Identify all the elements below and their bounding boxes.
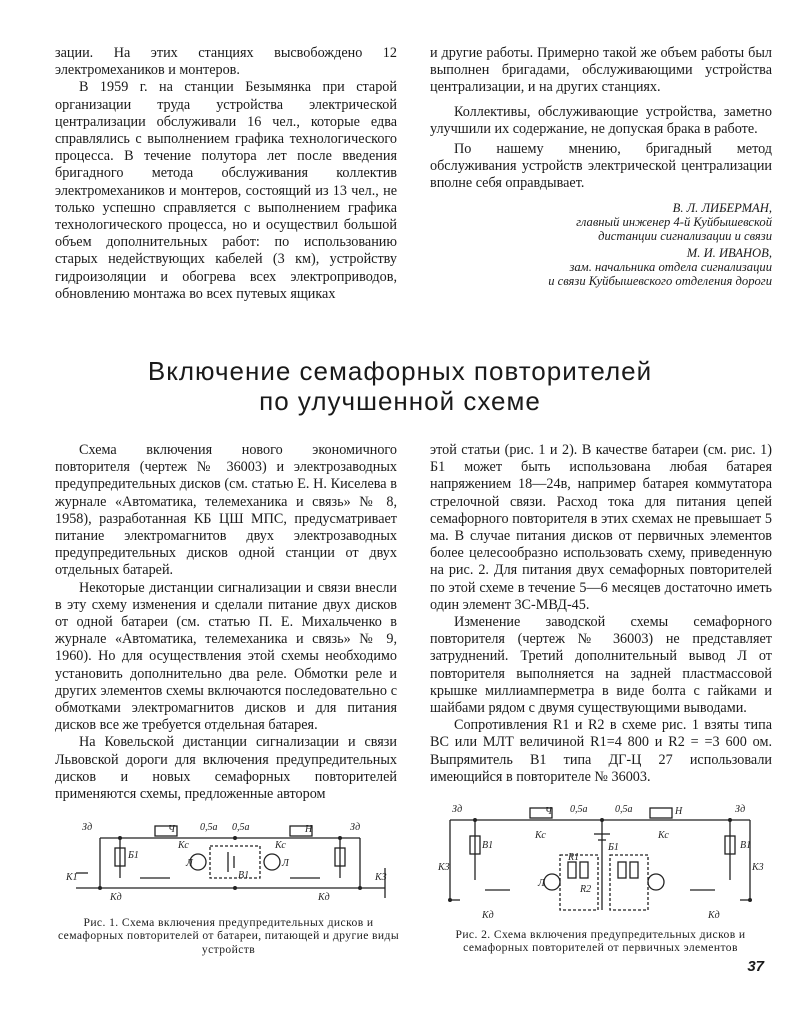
signature-block: [430, 201, 772, 288]
figure-2-circuit-diagram: [430, 800, 775, 925]
fig2-label: Н: [675, 806, 683, 817]
fig2-label: К3: [752, 862, 764, 873]
fig2-label: Зд: [452, 804, 463, 815]
fig2-label: R1: [568, 852, 580, 863]
article-title-line: Включение семафорных повторителей: [147, 356, 653, 386]
fig1-label: Л: [282, 858, 289, 869]
fig1-label: Зд: [350, 822, 361, 833]
fig1-label: Кс: [178, 840, 189, 851]
fig1-label: В1: [238, 870, 250, 881]
article-paragraph: Схема включения нового экономичного повторителя (чертеж № 36003) и электрозаводных предупредительных дисков (см. статью Е. Н. Киселева в журнале «Автоматика, телемеханика и связь» № 8, 1958), разработанная КБ ЦШ МПС, предусматривает питание электромагнитов двух электрозаводных предупредительных дисков одной станции от двух отдельных батарей.: [55, 442, 397, 579]
fig2-label: К3: [438, 862, 450, 873]
fig2-label: Кд: [708, 910, 720, 921]
article-paragraph: этой статьи (рис. 1 и 2). В качестве батареи (см. рис. 1) Б1 может быть использована любая батарея напряжением 18—24в, например батарея коммутатора стрелочной связи. Расход тока для питания цепей семафорного повторителя в этих схемах не превышает 5 ма. В случае питания дисков от первичных элементов более целесообразно использовать схему, приведенную на рис. 2. Для питания двух семафорных повторителей по этой схеме в течение 5—6 месяцев достаточно иметь один элемент 3С-МВД-45.: [430, 442, 772, 613]
article-paragraph: Изменение заводской схемы семафорного повторителя (чертеж № 36003) не представляет затруднений. Третий дополнительный вывод Л от повторителя выполняется на задней пластмассовой крышке миллиамперметра в виде болта с гайками и шайбами рядом с двумя существующими выводами.: [430, 614, 772, 717]
prev-paragraph: Коллективы, обслуживающие устройства, заметно улучшили их содержание, не допуская брака в работе.: [430, 103, 772, 137]
signature-title: дистанции сигнализации и связи: [598, 228, 772, 243]
fig1-label: Н: [305, 824, 313, 835]
fig2-label: Зд: [735, 804, 746, 815]
prev-paragraph: зации. На этих станциях высвобождено 12 электромехаников и монтеров.: [55, 45, 397, 79]
fig1-label: 0,5а: [200, 822, 218, 833]
prev-paragraph: В 1959 г. на станции Безымянка при старой организации труда устройства электрической централизации обслуживали 16 чел., которые едва справлялись с выполнением графика технологического процесса. В течение полутора лет после введения бригадного метода обслуживания коллектив электромехаников и монтеров, состоящий из 13 чел., не только успешно справляется с выполнением графика технологического процесса, но и осуществил большой объем дополнительных работ: по использованию старых недействующих кабелей (3 км), устройству гидроизоляции и обогрева всех электроприводов, обновлению монтажа во всех путевых ящиках: [55, 79, 397, 302]
article-paragraph: На Ковельской дистанции сигнализации и связи Львовской дороги для включения предупредительных дисков и новых семафорных повторителей применяются схемы, предложенные автором: [55, 734, 397, 803]
figure-1-caption: Рис. 1. Схема включения предупредительных дисков и семафорных повторителей от батареи, питающей и другие виды устройств: [57, 916, 400, 956]
fig1-label: Ч: [168, 824, 175, 835]
signature-title: зам. начальника отдела сигнализации: [569, 259, 772, 274]
fig2-label: 0,5а: [570, 804, 588, 815]
signature-title: главный инженер 4-й Куйбышевской: [576, 214, 772, 229]
fig2-label: Кс: [535, 830, 546, 841]
article-right-column: [430, 442, 772, 786]
fig1-label: Л: [186, 858, 193, 869]
article-paragraph: Сопротивления R1 и R2 в схеме рис. 1 взяты типа ВС или МЛТ величиной R1=4 800 и R2 = =3 600 ом. Выпрямитель В1 типа ДГ-Ц 27 использовали имеющийся в повторителе № 36003.: [430, 717, 772, 785]
fig1-label: Кд: [110, 892, 122, 903]
article-left-column: [55, 442, 397, 803]
prev-article-right-column: [430, 45, 772, 288]
page-number: 37: [747, 958, 764, 975]
figure-2-caption: Рис. 2. Схема включения предупредительных дисков и семафорных повторителей от первичных элементов: [455, 928, 746, 955]
fig2-label: В1: [740, 840, 752, 851]
fig2-label: 0,5а: [615, 804, 633, 815]
fig1-label: Зд: [82, 822, 93, 833]
signature-name: В. Л. ЛИБЕРМАН,: [672, 200, 772, 215]
fig1-label: 0,5а: [232, 822, 250, 833]
fig2-label: Б1: [608, 842, 619, 853]
signature-title: и связи Куйбышевского отделения дороги: [548, 273, 772, 288]
signature-name: М. И. ИВАНОВ,: [686, 245, 772, 260]
article-paragraph: Некоторые дистанции сигнализации и связи внесли в эту схему изменения и сделали питание двух дисков от одной батареи (см. статью П. Е. Михальченко в журнале «Автоматика, телемеханика и связь» № 9, 1960). Но для осуществления этой схемы необходимо установить дополнительно два реле. Обмотки реле и других элементов схемы включаются последовательно с обмотками электромагнитов дисков и для питания дисков все же требуется отдельная батарея.: [55, 579, 397, 734]
prev-paragraph: и другие работы. Примерно такой же объем работы был выполнен бригадами, обслуживающими устройства централизации, и на других станциях.: [430, 45, 772, 96]
fig2-label: Кд: [482, 910, 494, 921]
prev-article-left-column: [55, 45, 397, 303]
fig1-label: Кд: [318, 892, 330, 903]
fig1-label: Кс: [275, 840, 286, 851]
article-title-line: по улучшенной схеме: [259, 386, 541, 416]
fig2-label: R2: [580, 884, 592, 895]
fig2-label: В1: [482, 840, 494, 851]
fig2-label: Л: [538, 878, 545, 889]
figure-1-circuit-diagram: [60, 818, 405, 910]
fig1-label: К1: [66, 872, 78, 883]
fig1-label: К3: [375, 872, 387, 883]
prev-paragraph: По нашему мнению, бригадный метод обслуживания устройств электрической централизации вполне себя оправдывает.: [430, 141, 772, 192]
article-title: [0, 356, 800, 416]
fig2-label: Ч: [545, 806, 552, 817]
fig1-label: Б1: [128, 850, 139, 861]
fig2-label: Кс: [658, 830, 669, 841]
